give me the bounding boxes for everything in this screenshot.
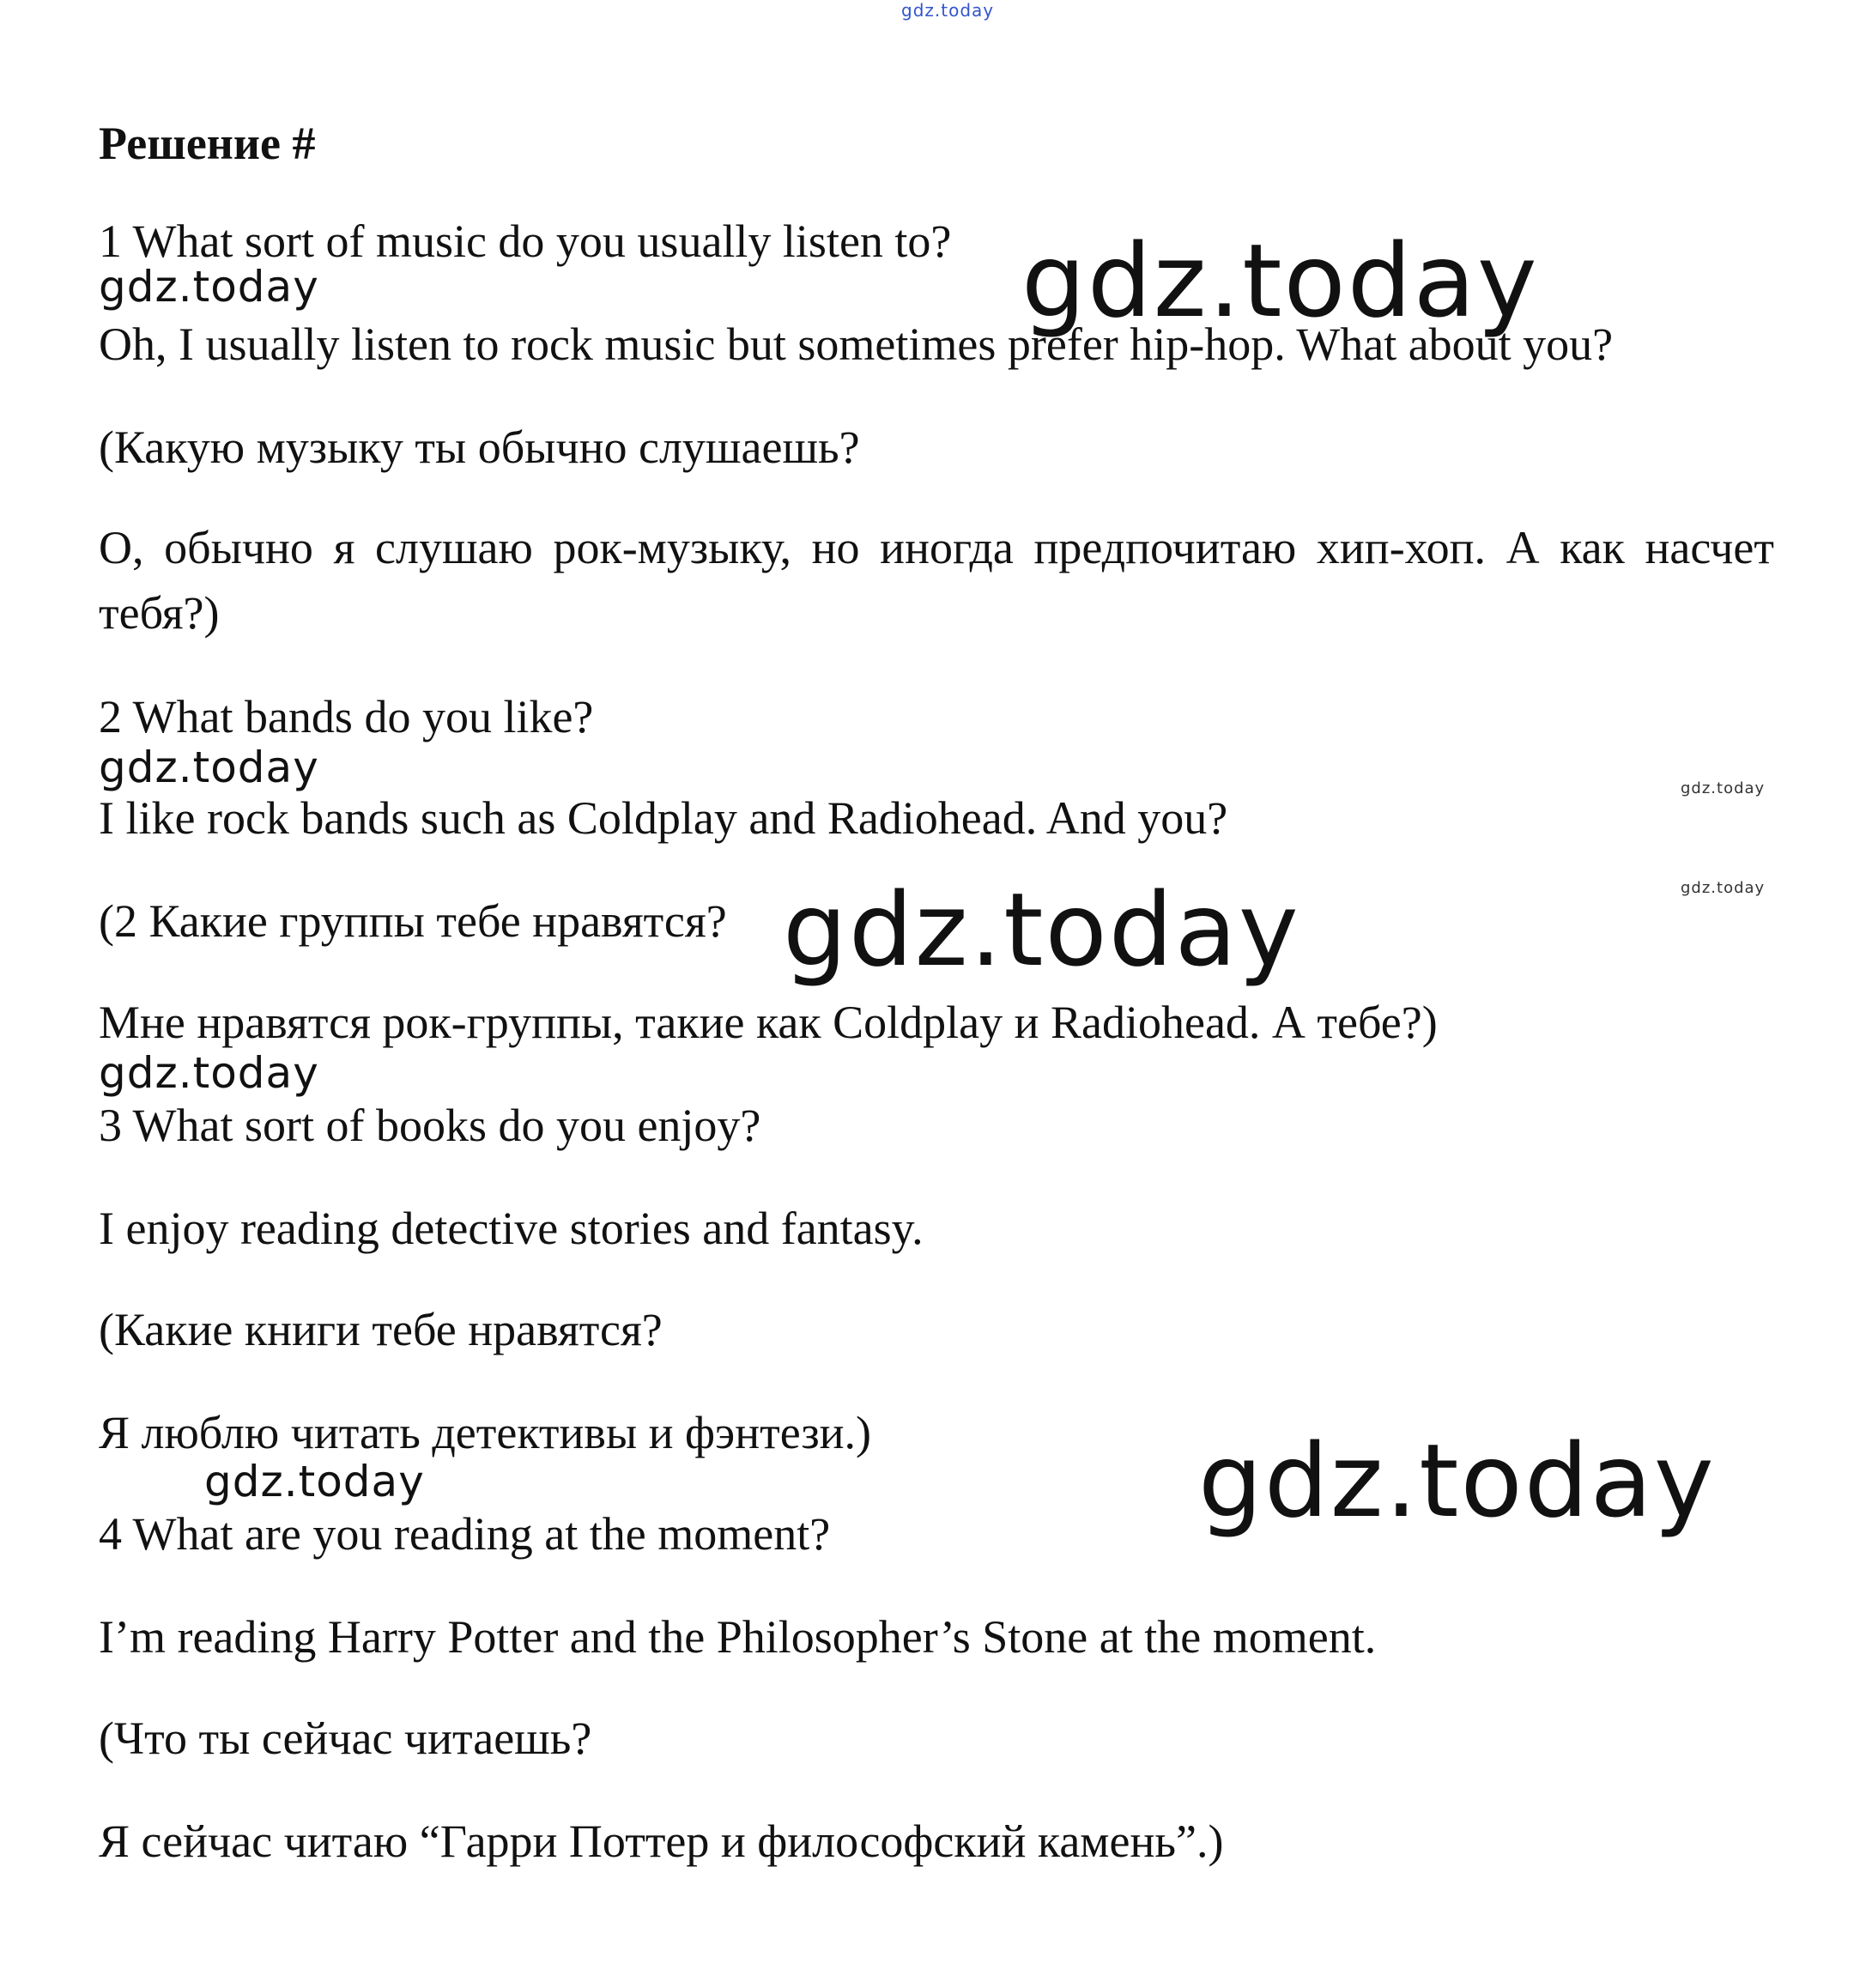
question-3: 3 What sort of books do you enjoy? xyxy=(99,1100,761,1151)
watermark-top: gdz.today xyxy=(901,0,995,21)
question-4-ru: (Что ты сейчас читаешь? xyxy=(99,1712,592,1764)
question-2: 2 What bands do you like? xyxy=(99,691,594,742)
answer-1-ru: О, обычно я слушаю рок-музыку, но иногда предпочитаю хип-хоп. А как насчет тебя?) xyxy=(99,522,1774,639)
watermark-small: gdz.today xyxy=(204,1457,425,1506)
answer-3: I enjoy reading detective stories and fantasy. xyxy=(99,1203,924,1254)
answer-4: I’m reading Harry Potter and the Philosopher’s Stone at the moment. xyxy=(99,1611,1377,1663)
answer-4-ru: Я сейчас читаю “Гарри Поттер и философский камень”.) xyxy=(99,1815,1224,1867)
watermark-small: gdz.today xyxy=(99,742,319,792)
watermark-tiny: gdz.today xyxy=(1681,779,1766,797)
watermark-small: gdz.today xyxy=(99,1048,319,1098)
watermark-tiny: gdz.today xyxy=(1681,879,1766,897)
question-4: 4 What are you reading at the moment? xyxy=(99,1508,831,1560)
question-1-ru: (Какую музыку ты обычно слушаешь? xyxy=(99,421,860,473)
question-3-ru: (Какие книги тебе нравятся? xyxy=(99,1304,663,1355)
solution-title: Решение # xyxy=(99,118,316,169)
answer-2-ru: Мне нравятся рок-группы, такие как Coldplay и Radiohead. А тебе?) xyxy=(99,997,1438,1048)
question-2-ru: (2 Какие группы тебе нравятся? xyxy=(99,895,727,947)
watermark-large: gdz.today xyxy=(1198,1421,1716,1540)
watermark-large: gdz.today xyxy=(783,870,1300,989)
question-1: 1 What sort of music do you usually listen to? xyxy=(99,215,952,267)
watermark-large: gdz.today xyxy=(1021,221,1539,340)
answer-1: Oh, I usually listen to rock music but sometimes prefer hip-hop. What about you? xyxy=(99,318,1614,370)
answer-2: I like rock bands such as Coldplay and Radiohead. And you? xyxy=(99,792,1228,844)
watermark-small: gdz.today xyxy=(99,262,319,312)
answer-3-ru: Я люблю читать детективы и фэнтези.) xyxy=(99,1407,872,1458)
